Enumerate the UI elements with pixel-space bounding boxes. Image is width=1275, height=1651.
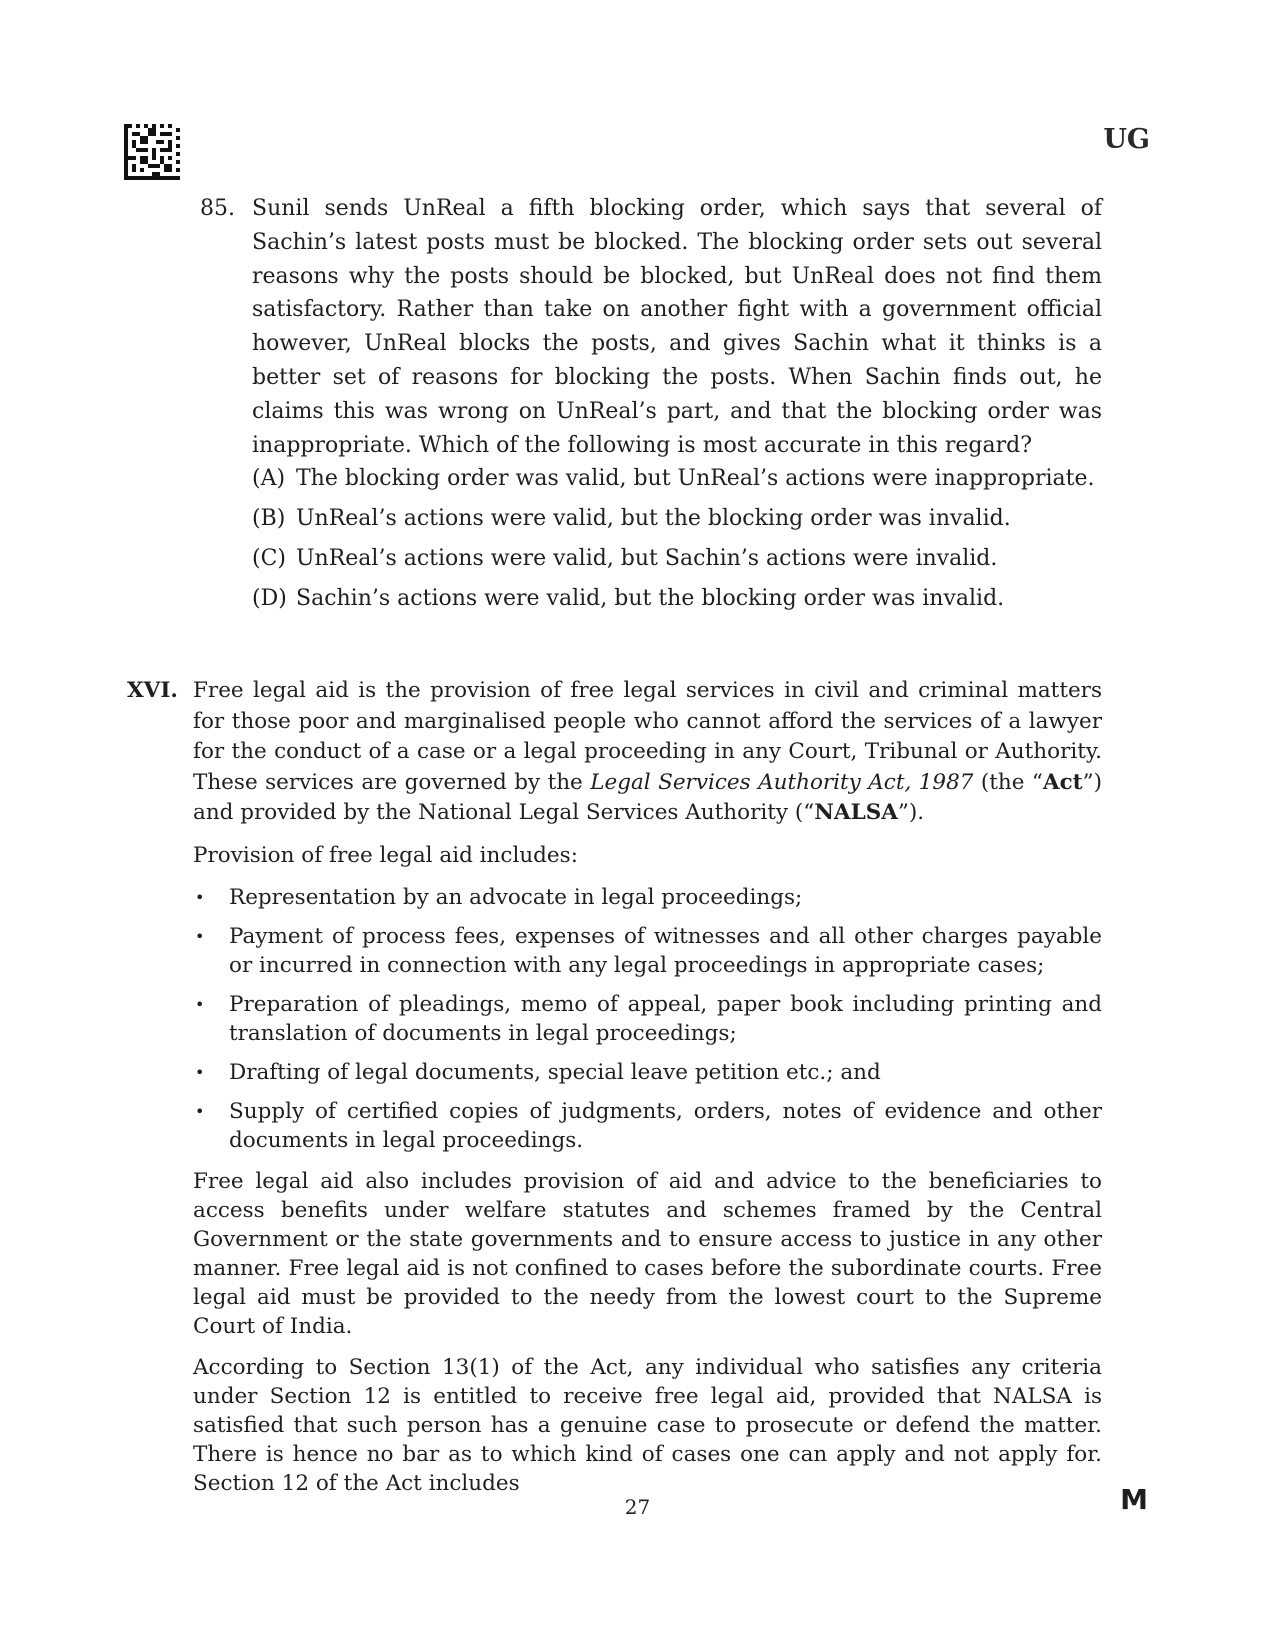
question-stem: Sunil sends UnReal a fifth blocking order, which says that several of Sachin’s latest posts must be blocked. The blocking order sets out several reasons why the posts should be blocked, but UnReal does not find them satisfactory. Rather than take on another fight with a government official however, UnReal blocks the posts, and gives Sachin what it thinks is a better set of reasons for blocking the posts. When Sachin finds out, he claims this was wrong on UnReal’s part, and that the blocking order was inappropriate. Which of the following is most accurate in this regard? <box>252 196 1102 458</box>
option-text: UnReal’s actions were valid, but the blocking order was invalid. <box>296 506 1011 532</box>
question-number: 85. <box>200 196 235 221</box>
section-heading: XVI. <box>127 678 178 703</box>
datamatrix-code <box>124 124 180 180</box>
list-item: • Supply of certified copies of judgments, orders, notes of evidence and other documents in legal proceedings. <box>195 1099 1102 1153</box>
nalsa-short: NALSA <box>814 800 898 825</box>
options-list <box>252 466 1102 611</box>
series-mark: M <box>1120 1483 1148 1516</box>
paragraph-2: Free legal aid also includes provision of aid and advice to the beneficiaries to access benefits under welfare statutes and schemes framed by the Central Government or the state governments and to ensure access to justice in any other manner. Free legal aid is not confined to cases before the subordinate courts. Free legal aid must be provided to the needy from the lowest court to the Supreme Court of India. <box>193 1169 1102 1339</box>
option-label: (D) <box>252 586 287 612</box>
question-85 <box>200 192 1102 626</box>
bullet-icon: • <box>195 1102 205 1121</box>
list-intro: Provision of free legal aid includes: <box>193 842 578 868</box>
option-text: UnReal’s actions were valid, but Sachin’s actions were invalid. <box>296 546 998 572</box>
act-short: Act <box>1042 769 1083 795</box>
option-text: The blocking order was valid, but UnReal’s actions were inappropriate. <box>296 466 1095 492</box>
option-label: (B) <box>252 506 286 532</box>
bullet-icon: • <box>195 1063 205 1082</box>
option-b[interactable] <box>252 506 1102 531</box>
option-c[interactable] <box>252 546 1102 571</box>
option-label: (C) <box>252 546 286 572</box>
intro-paragraph: Free legal aid is the provision of free legal services in civil and criminal matters for those poor and marginalised people who cannot afford the services of a lawyer for the conduct of a case or a legal proceeding in any Court, Tribunal or Authority. These services are governed by the Legal Services Authority Act, 1987 (the “Act”) and provided by the National Legal Services Authority (“NALSA”). <box>193 678 1102 825</box>
bullet-icon: • <box>195 888 205 907</box>
act-title: Legal Services Authority Act, 1987 <box>590 769 974 795</box>
passage-xvi <box>127 676 1102 1510</box>
list-item: • Drafting of legal documents, special leave petition etc.; and <box>195 1060 881 1085</box>
paper-code: UG <box>1103 124 1150 155</box>
option-label: (A) <box>252 466 286 492</box>
paragraph-3: According to Section 13(1) of the Act, any individual who satisfies any criteria under Section 12 is entitled to receive free legal aid, provided that NALSA is satisfied that such person has a genuine case to prosecute or defend the matter. There is hence no bar as to which kind of cases one can apply and not apply for. Section 12 of the Act includes <box>193 1355 1102 1496</box>
aid-list <box>193 883 1102 1155</box>
bullet-icon: • <box>195 927 205 946</box>
bullet-icon: • <box>195 995 205 1014</box>
list-item: • Preparation of pleadings, memo of appeal, paper book including printing and translation of documents in legal proceedings; <box>195 992 1102 1046</box>
option-d[interactable] <box>252 586 1102 611</box>
list-item: • Representation by an advocate in legal proceedings; <box>195 885 803 910</box>
page-number: 27 <box>624 1495 651 1519</box>
option-text: Sachin’s actions were valid, but the blocking order was invalid. <box>296 586 1005 612</box>
option-a[interactable] <box>252 466 1102 491</box>
list-item: • Payment of process fees, expenses of witnesses and all other charges payable or incurred in connection with any legal proceedings in appropriate cases; <box>195 924 1102 978</box>
